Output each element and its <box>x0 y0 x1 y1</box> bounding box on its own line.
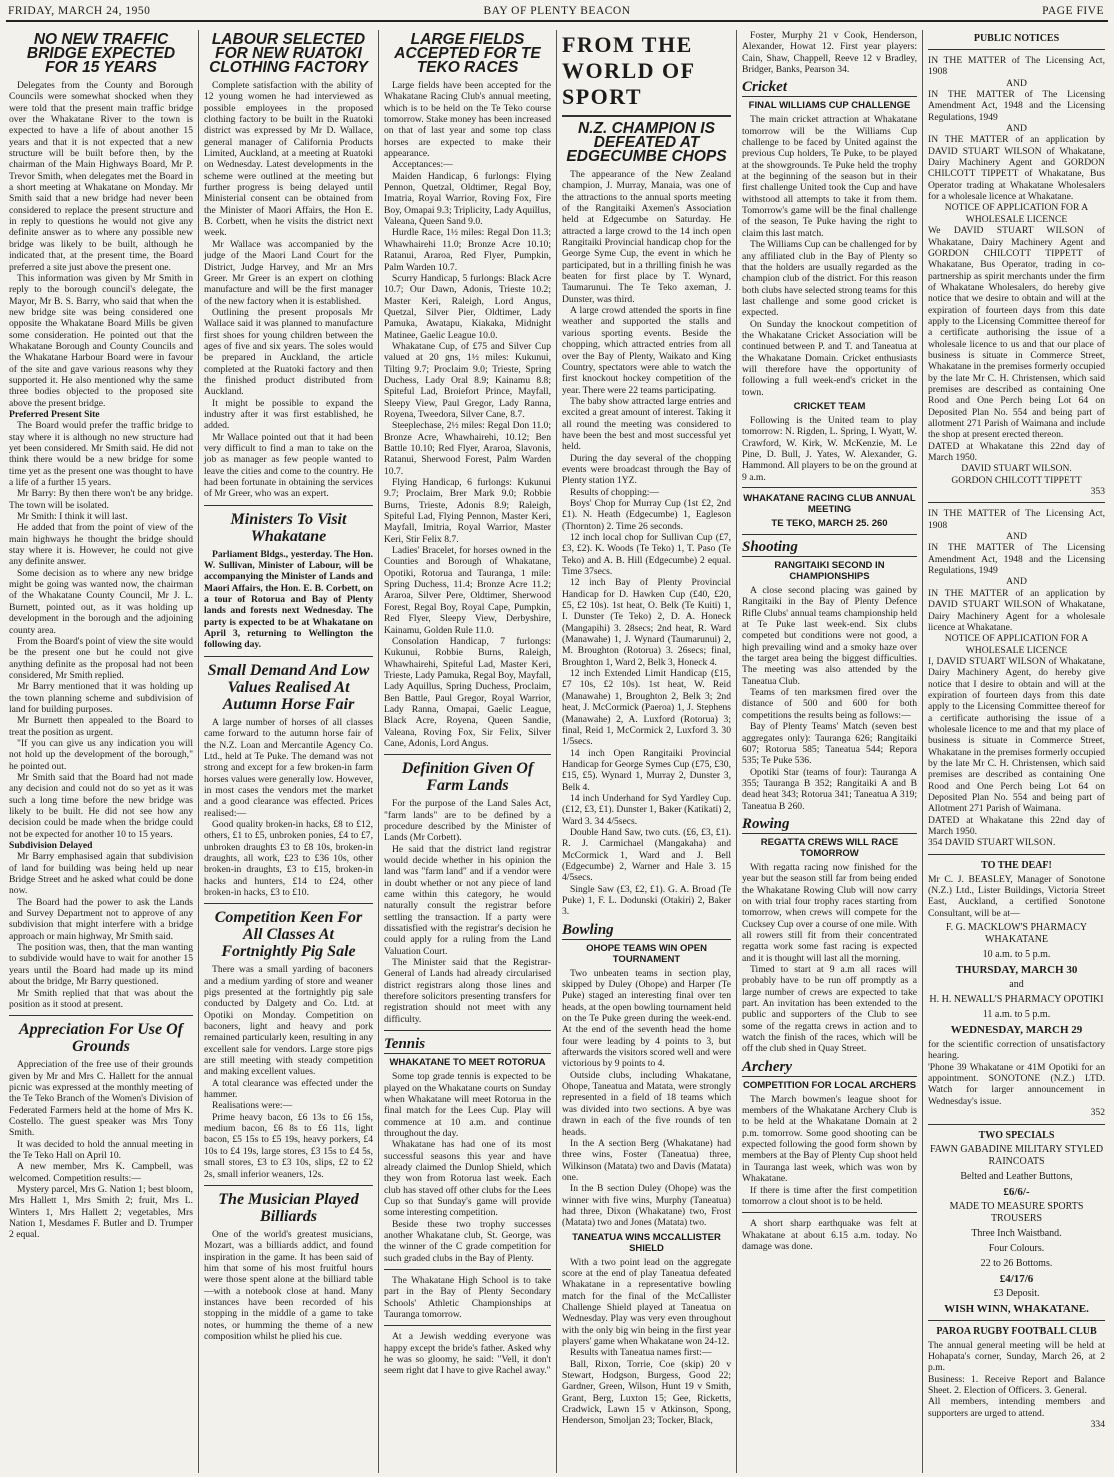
article-paragraph: Opotiki Star (teams of four): Tauranga A 355; Tauranga B 352; Rangitaiki A and B dead heat 343; Rotorua 341; Taneatua A 319; Taneatua B 260. <box>742 766 917 812</box>
subheading: CRICKET TEAM <box>793 400 866 412</box>
divider <box>562 115 731 117</box>
divider <box>204 656 373 657</box>
article-paragraph: The Whakatane High School is to take part in the Bay of Plenty Secondary Schools' Athletic Championships at Tauranga tomorrow. <box>384 1275 551 1321</box>
article-paragraph: "If you can give us any indication you will not hold up the development of the borough," he pointed out. <box>9 737 193 772</box>
advert-line: 10 a.m. to 5 p.m. <box>982 949 1051 961</box>
article-paragraph: From the Board's point of view the site would be the present one but he could not give anything definite as the proposal had not been considered, Mr Smith replied. <box>9 635 193 681</box>
headline-te-teko-races: LARGE FIELDS ACCEPTED FOR TE TEKO RACES <box>394 31 541 76</box>
advert-date: TE TEKO, MARCH 25. 260 <box>771 518 888 530</box>
article-paragraph: On Sunday the knockout competition of the Whakatane Cricket Association will be continued between P. and T. and Taneatua at the Whakatane Domain. Cricket enthusiasts will therefore have the opportunity of following a full week-end's cricket in the town. <box>742 318 917 398</box>
headline-traffic-bridge: NO NEW TRAFFIC BRIDGE EXPECTED FOR 15 YEARS <box>26 31 176 76</box>
article-paragraph: Mr Smith said that the Board had not made any decision and could not do so yet as it was such a long time before the new bridge was likely to be built. He did not see how any decision could be made when the bridge could not be expected for another 10 to 15 years. <box>9 771 193 840</box>
article-paragraph: It might be possible to expand the industry after it was first established, he added. <box>204 397 373 432</box>
article-paragraph: The Minister said that the Registrar-General of Lands had already circularised district registrars along those lines and therefore solicitors presenting transfers for registration should not meet with any difficulty. <box>384 957 551 1025</box>
section-bowling: Bowling <box>562 922 731 940</box>
article-paragraph: A short sharp earthquake was felt at Whakatane at about 6.15 a.m. today. No damage was done. <box>742 1218 917 1252</box>
notice-and: AND <box>1006 531 1027 543</box>
article-paragraph: Double Hand Saw, two cuts. (£6, £3, £1). R. J. Carmichael (Mangakaha) and McCormick 1, Ward and J. Bell (Edgecumbe) 2, Warner and Hale 3. 15 4/5secs. <box>562 826 731 884</box>
headline-appreciation: Appreciation For Use Of Grounds <box>19 1021 183 1056</box>
advert-line: and <box>1009 979 1024 991</box>
column-1 <box>4 30 198 1473</box>
advert-price: £4/17/6 <box>999 1272 1034 1285</box>
article-paragraph: Steeplechase, 2½ miles: Regal Don 11.0; Bronze Acre, Whawhairehi, 10.12; Ben Battle 10.10; Red Flyer, Araroa, Slavonis, Ratanui, Sherwood Forest, Palm Warden 10.7. <box>384 420 551 477</box>
divider <box>204 505 373 506</box>
advert-line: 22 to 26 Bottoms. <box>980 1257 1053 1269</box>
article-paragraph: Whakatane has had one of its most successful seasons this year and have already claimed the Dunlop Shield, which they won from Rotorua last week. Each club has staved off other clubs for the Lees Cup so that Sunday's game will provide some interesting competition. <box>384 1139 551 1219</box>
section-archery: Archery <box>742 1059 917 1077</box>
article-paragraph: Maiden Handicap, 6 furlongs: Flying Pennon, Quetzal, Oldtimer, Regal Boy, Imatria, Royal Warrior, Roving Fox, Fire Boy, Omapai 9.3; Triplicity, Lady Aquillus, Valeana, Queen Sand 9.0. <box>384 170 551 228</box>
advert-line: MADE TO MEASURE SPORTS TROUSERS <box>949 1200 1084 1224</box>
headline-ministers-visit: Ministers To Visit Whakatane <box>230 510 347 545</box>
notice-and: AND <box>1006 77 1027 89</box>
divider <box>9 1015 193 1016</box>
rugby-club-heading: PAROA RUGBY FOOTBALL CLUB <box>936 1325 1097 1337</box>
article-paragraph: Teams of ten marksmen fired over the distance of 500 and 600 for both competitions the results being as follows:— <box>742 687 917 721</box>
notice-text: DATED at Whakatane this 22nd day of March 1950. <box>928 440 1105 464</box>
notice-text: IN THE MATTER of The Licensing Amendment Act, 1948 and the Licensing Regulations, 1949 <box>928 542 1105 577</box>
article-paragraph: Outside clubs, including Whakatane, Ohope, Taneatua and Matata, were strongly represented in a field of 18 teams which was divided into two sections. A bye was drawn in each of the five rounds of ten heads. <box>562 1069 731 1138</box>
article-paragraph: 12 inch local chop for Sullivan Cup (£7, £3, £2). K. Woods (Te Teko) 1, T. Paso (Te Teko) and A. B. Hill (Edgecumbe) 2 equal. Time 37secs. <box>562 532 731 578</box>
article-paragraph: Mystery parcel, Mrs G. Nation 1; best bloom, Mrs Hallett 1, Mrs Smith 2; fruit, Mrs L. Winters 1, Mrs Hallett 2; vegetables, Mrs Nation 1, Mesdames F. Butler and D. Trumper 2 equal. <box>9 1183 193 1241</box>
notice-signature: 354 DAVID STUART WILSON. <box>928 837 1056 849</box>
notice-signature: GORDON CHILCOTT TIPPETT <box>951 474 1082 486</box>
public-notices-heading: PUBLIC NOTICES <box>973 33 1060 44</box>
specials-heading: TWO SPECIALS <box>978 1129 1055 1141</box>
divider <box>742 1212 917 1213</box>
subheading: WHAKATANE TO MEET ROTORUA <box>389 1057 546 1069</box>
article-paragraph: A total clearance was effected under the hammer. <box>204 1077 373 1101</box>
headline-farm-lands: Definition Given Of Farm Lands <box>401 760 534 795</box>
section-tennis: Tennis <box>384 1036 551 1054</box>
article-paragraph: The Board had the power to ask the Lands and Survey Department not to approve of any subdivision that might interfere with a bridge approach or main highway, Mr Smith said. <box>9 896 193 942</box>
notice-text: IN THE MATTER of an application by DAVID STUART WILSON of Whakatane, Dairy Machinery Agent for a wholesale licence at Whakatane. <box>928 587 1105 633</box>
article-paragraph: This information was given by Mr Smith in reply to the borough council's delegate, the Mayor, Mr B. S. Barry, who said that when the new bridge site was being considered one opposite the Whakatane Board Mills be given some consideration. He pointed out that the Whakatane Borough and County Councils and the Whakatane Harbour Board were in favour of the site and gave various reasons why they supported it. He also mentioned why the same three bodies objected to the proposed site above the present bridge. <box>9 272 193 409</box>
article-paragraph: The position was, then, that the man wanting to subdivide would have to wait for another 15 years until the Board had made up its mind about the bridge, Mr Barry questioned. <box>9 942 193 988</box>
article-paragraph: He said that the district land registrar would decide whether in his opinion the land was "farm land" and if a vendor were in doubt whether or not any piece of land came within this category, he would naturally consult the registrar before settling the transaction. If a party were dissatisfied with the registrar's decision he could apply for a ruling from the Land Valuation Court. <box>384 843 551 957</box>
divider <box>384 1325 551 1326</box>
article-paragraph: The appearance of the New Zealand champion, J. Murray, Manaia, was one of the attractions to the annual sports meeting of the Rangitaiki Axemen's Association held at Edgecumbe on Saturday. He attracted a large crowd to the 14 inch open Rangitaiki Provincial handicap chop for the George Syme Cup, the event in which he participated, but in a thrilling finish he was beaten for first place by T. Wynard, Taumarunui. The Te Teko axeman, J. Dunster, was third. <box>562 169 731 305</box>
section-cricket: Cricket <box>742 79 917 97</box>
divider <box>204 1185 373 1186</box>
article-paragraph: Mr Burnett then appealed to the Board to treat the position as urgent. <box>9 715 193 738</box>
article-paragraph: In the A section Berg (Whakatane) had three wins, Foster (Taneatua) three, Wilkinson (Matata) two and Davis (Matata) one. <box>562 1137 731 1183</box>
divider <box>928 502 1105 503</box>
article-paragraph: Mr Smith replied that that was about the position as it stood at present. <box>9 987 193 1010</box>
article-paragraph: Scurry Handicap, 5 furlongs: Black Acre 10.7; Our Dawn, Adonis, Trieste 10.2; Master Keri, Raleigh, Lord Angus, Quetzal, Silver Pier, Oldtimer, Lady Pamuka, Awatapu, Kiakaka, Midnight Matinee, Gaelic League 10.0. <box>384 272 551 341</box>
advert-line: Belted and Leather Buttons, <box>960 1170 1073 1182</box>
headline-edgecumbe-chops: N.Z. CHAMPION IS DEFEATED AT EDGECUMBE CHOPS <box>566 120 727 165</box>
article-paragraph: With a two point lead on the aggregate score at the end of play Taneatua defeated Whakatane in a representative bowling match for the final of the McCallister Challenge Shield played at Taneatua on Wednesday. Play was very even throughout with the only big win being in the first year players' game when Whakatane won 24-12. <box>562 1256 731 1347</box>
article-paragraph: One of the world's greatest musicians, Mozart, was a billiards addict, and found inspiration in the game. It has been said of him that some of his most fruitful hours were those spent alone at the billiard table—with a notebook close at hand. Many instances have been recorded of his stopping in the middle of a game to take notes, or humming the theme of a new composition whilst he plied his cue. <box>204 1228 373 1342</box>
article-paragraph: Mr Wallace pointed out that it had been very difficult to find a man to take on the job as manager as few people wanted to leave the cities and come to the country. He had been fortunate in obtaining the services of Mr Greer, who was an expert. <box>204 431 373 500</box>
article-paragraph: Mr Wallace was accompanied by the judge of the Maori Land Court for the District, Judge Harvey, and Mr an Mrs Greer. Mr Greer is an expert on clothing manufacture and will be the first manager of the new factory when it is established. <box>204 238 373 307</box>
divider <box>384 1269 551 1270</box>
notice-text: IN THE MATTER of The Licensing Amendment Act, 1948 and the Licensing Regulations, 1949 <box>928 89 1105 123</box>
article-paragraph: Appreciation of the free use of their grounds given by Mr and Mrs C. Hallett for the annual picnic was expressed at the monthly meeting of the Te Teko Branch of the Women's Division of Federated Farmers held at the home of Mrs K. Costello. The guest speaker was Mrs Tony Smith. <box>9 1059 193 1139</box>
article-paragraph: Acceptances:— <box>392 159 453 171</box>
article-paragraph: During the day several of the chopping events were broadcast through the Bay of Plenty station 1YZ. <box>562 452 731 487</box>
article-paragraph: With regatta racing now finished for the year but the season still far from being ended the Whakatane Rowing Club will now carry on with trial four trophy races starting from tomorrow, when crews will compete for the Cucksey Cup over a course of one mile. With all rowers still fit from their concentrated regatta work some fast racing is expected and it is thought will last all the morning. <box>742 861 917 964</box>
divider <box>928 854 1105 855</box>
advert-price: £6/6/- <box>1003 1185 1030 1198</box>
article-paragraph: The Williams Cup can be challenged for by any affiliated club in the Bay of Plenty so that the holders are usually regarded as the champion club of the district. For this reason both clubs have selected strong teams for this last challenge and some good cricket is expected. <box>742 239 918 319</box>
subheading: REGATTA CREWS WILL RACE TOMORROW <box>760 836 899 859</box>
article-paragraph: Prime heavy bacon, £6 13s to £6 15s, medium bacon, £6 8s to £6 11s, light bacon, £5 15s to £5 19s, heavy porkers, £4 10s to £4 19s, large stores, £3 15s to £4 5s, small stores, £3 to £3 10s, slips, £2 to £2 2s, small inferior weaners, 12s. <box>204 1111 373 1180</box>
article-paragraph: Ball, Rixon, Torrie, Coe (skip) 20 v Stewart, Hodgson, Burgess, Good 22; Gardner, Green, Wilson, Hunt 19 v Smith, Grant, Berg, Luxton 15; Gee, Ricketts, Cradwick, Lawn 15 v Atkinson, Spong, Henderson, Smoljan 23; Tocker, Black, <box>562 1358 731 1427</box>
sport-section-banner: FROM THE WORLD OF SPORT <box>562 32 695 109</box>
article-paragraph: A new member, Mrs K. Campbell, was welcomed. Competition results:— <box>9 1161 193 1184</box>
article-paragraph: Following is the United team to play tomorrow: N. Rigden, L. Spring, I. Wyatt, W. Crawford, W. Kirk, W. McKenzie, M. Le Pine, D. Bull, J. Yates, W. Alexander, G. Hammond. All players to be on the ground at 9 a.m. <box>742 414 917 483</box>
article-paragraph: Mr Barry mentioned that it was holding up the town planning scheme and subdivision of land for building purposes. <box>9 681 193 715</box>
newspaper-title: BAY OF PLENTY BEACON <box>483 5 631 17</box>
article-paragraph: Consolation Handicap, 7 furlongs: Kukunui, Robbie Burns, Raleigh, Whawhairehi, Spiteful Lad, Master Keri, Trieste, Lady Pamuka, Regal Boy, Mayfall, Lady Aquillus, Spring Duchess, Proclaim, Ben Battle, Paul Gregor, Royal Warrior, Lady Ranna, Omapai, Gaelic League, Black Acre, Royena, Queen Sandie, Valeana, Roving Fox, Sir Felix, Silver Cane, Adonis, Lord Angus. <box>384 635 551 749</box>
article-paragraph: Beside these two trophy successes another Whakatane club, St. George, was the winner of the C grade competition for such graded clubs in the Bay of Plenty. <box>384 1218 551 1264</box>
article-paragraph: Foster, Murphy 21 v Cook, Henderson, Alexander, Howat 12. First year players: Cain, Shaw, Chappell, Reeve 12 v Bradley, Bridger, Banks, Pearson 34. <box>742 30 917 76</box>
article-paragraph: Whakatane Cup, of £75 and Silver Cup valued at 20 gns, 1½ miles: Kukunui, Tilting 9.7; Proclaim 9.0; Trieste, Spring Duchess, Lady Oral 8.9; Kainamu 8.8; Spiteful Lad, Broiefort Prince, Mayfall, Sleepy View, Paul Gregor, Lady Ranna, Royena, Tweedora, Silver Cane, 8.7. <box>384 340 551 420</box>
column-5 <box>736 30 922 1473</box>
article-paragraph: Good quality broken-in hacks, £8 to £12, others, £1 to £5, unbroken ponies, £4 to £7, unbroken draughts £3 to £8 10s, broken-in draughts, all work, £23 to £36 10s, other broken-in draughts, £3 to £15, broken-in hacks and hunters, £14 to £24, other broken-in hacks, £3 to £10. <box>204 818 373 898</box>
advert-title: WHAKATANE RACING CLUB ANNUAL MEETING <box>743 493 916 516</box>
article-paragraph: Mr Barry: By then there won't be any bridge. The town will be isolated. <box>9 488 193 511</box>
column-4 <box>556 30 736 1473</box>
column-6-public-notices <box>922 30 1110 1473</box>
advert-text: for the scientific correction of unsatisfactory hearing. <box>928 1039 1105 1062</box>
headline-pig-sale: Competition Keen For All Classes At Fortnightly Pig Sale <box>214 909 363 961</box>
notice-and: AND <box>1006 576 1027 588</box>
article-paragraph: Single Saw (£3, £2, £1). G. A. Broad (Te Puke) 1, F. L. Dodunski (Otakiri) 2, Baker 3. <box>562 883 731 918</box>
advert-text: Business: 1. Receive Report and Balance Sheet. 2. Election of Officers. 3. General. <box>928 1373 1105 1396</box>
page-number: PAGE FIVE <box>1042 5 1104 17</box>
article-paragraph: Mr Smith: I think it will last. <box>17 511 128 523</box>
advert-text: 'Phone 39 Whakatane or 41M Opotiki for an appointment. SONOTONE (N.Z.) LTD. Watch for larger announcement in Wednesday's issue. <box>928 1061 1105 1107</box>
divider <box>928 49 1105 50</box>
article-paragraph: 12 inch Bay of Plenty Provincial Handicap for D. Hawken Cup (£40, £20, £5, £2 10s). 1st heat, O. Belk (Te Kuiti) 1, I. Dunster (Te Teko) 2, D. A. Honeck (Mangapihi) 3. 28secs; 2nd heat, R. Ward (Manawahe) 1, J. Wynard (Taumarunui) 2, M. Broughton (Rotorua) 3. 26secs; final, Broughton 1, Ward 2, Belk 3, Honeck 4. <box>562 577 731 668</box>
section-shooting: Shooting <box>742 539 917 557</box>
notice-text: DATED at Whakatane this 22nd day of March 1950. <box>928 814 1105 838</box>
divider <box>384 754 551 755</box>
article-paragraph: Flying Handicap, 6 furlongs: Kukunui 9.7; Proclaim, Brer Mark 9.0; Robbie Burns, Trieste, Adonis 8.9; Raleigh, Spiteful Lad, Flying Pennon, Master Keri, Mayfall, Imitria, Royal Warrior, Master Keri, Stir Felix 8.7. <box>384 477 551 545</box>
article-paragraph: 12 inch Extended Limit Handicap (£15, £7 10s, £2 10s). 1st heat, W. Reid (Manawahe) 1, Broughton 2, Belk 3; 2nd heat, J. McCormick (Paeroa) 1, J. Stephens (Manawahe) 2, A. Luxford (Rotorua) 3; final, Reid 1, McCormick 2, Luxford 3. 30 1/5secs. <box>562 668 731 748</box>
boxed-notice: Parliament Bldgs., yesterday. The Hon. W. Sullivan, Minister of Labour, will be accompanying the Minister of Lands and Maori Affairs, the Hon. E. B. Corbett, on a tour of Rotorua and Bay of Plenty lands and forests next Wednesday. The party is expected to be at Whakatane on April 3, returning to Wellington the following day. <box>204 548 373 651</box>
article-paragraph: Realisations were:— <box>212 1100 293 1112</box>
article-paragraph: Ladies' Bracelet, for horses owned in the Counties and Borough of Whakatane, Opotiki, Rotorua and Tauranga, 1 mile: Spring Duchess, 11.4; Bronze Acre 11.2; Araroa, Silver Pere, Oldtimer, Sherwood Forest, Regal Boy, Royal Cape, Pumpkin, Red Flyer, Sleepy View, Derbyshire, Kainamu, Golden Rule 11.0. <box>384 545 551 636</box>
notice-signature: DAVID STUART WILSON. <box>961 463 1072 475</box>
subheading: RANGITAIKI SECOND IN CHAMPIONSHIPS <box>774 560 885 583</box>
article-paragraph: Large fields have been accepted for the Whakatane Racing Club's annual meeting, which is to be held on the Te Teko course tomorrow. Stake money has been increased on that of last year and some top class horses are expected to make their appearance. <box>384 80 551 160</box>
article-paragraph: Outlining the present proposals Mr Wallace said it was planned to manufacture first shoes for young children between the ages of five and six years. The soles would be prepared in Auckland, the article completed at the Ruatoki factory and then the finished product distributed from Auckland. <box>204 306 373 398</box>
advert-line: £3 Deposit. <box>993 1287 1040 1299</box>
article-paragraph: Complete satisfaction with the ability of 12 young women he had interviewed as possible employees in the proposed clothing factory to be built in the Ruatoki district was expressed by Mr D. Wallace, general manager of California Products Limited, Auckland, at a meeting at Ruatoki on Wednesday. Latest developments in the scheme were outlined at the meeting but further progress is being delayed until Ministerial consent can be obtained from the Minister of Maori Affairs, the Hon E. B. Corbett, when he visits the district next week. <box>204 80 373 239</box>
article-paragraph: Bay of Plenty Teams' Match (seven best aggregates only): Tauranga 626; Rangitaiki 607; Rotorua 585; Taneatua 544; Repora 535; Te Puke 536. <box>742 721 917 767</box>
headline-ruatoki-factory: LABOUR SELECTED FOR NEW RUATOKI CLOTHING FACTORY <box>209 31 368 76</box>
subheading: TANEATUA WINS MCCALLISTER SHIELD <box>572 1231 721 1254</box>
article-paragraph: For the purpose of the Land Sales Act, "farm lands" are to be defined by a procedure described by the Minister of Lands (Mr Corbett). <box>384 798 551 844</box>
article-paragraph: Boys' Chop for Murray Cup (1st £2, 2nd £1). N. Heath (Edgecumbe) 1, Eagleson (Thornton) 2. Time 26 seconds. <box>562 497 731 532</box>
notice-title: NOTICE OF APPLICATION FOR A WHOLESALE LICENCE <box>944 202 1089 225</box>
divider <box>928 1124 1105 1125</box>
article-paragraph: The Board would prefer the traffic bridge to stay where it is although no new structure had yet been considered. Mr Smith said. He did not think there would be a new bridge for some time yet as the present one was thought to have a life of a further 15 years. <box>9 420 193 489</box>
divider <box>928 1320 1105 1321</box>
article-paragraph: The March bowmen's league shoot for members of the Whakatane Archery Club is to be held at the Whakatane Domain at 2 p.m. tomorrow. Some good shooting can be expected following the good form shown by members at the Bay of Plenty Cup shoot held in Tauranga last week, which was won by Whakatane. <box>742 1093 917 1185</box>
advert-text: The annual general meeting will be held at Hohapata's corner, Sunday, March 26, at 2 p.m. <box>928 1339 1105 1374</box>
article-paragraph: Timed to start at 9 a.m all races will probably have to be run off promptly as a large number of crews are expected to take part. An invitation has been extended to the public and supporters of the Club to see some of the regatta crews in action and to watch the finish of the races, which will be off the club shed in Quay Street. <box>742 964 917 1055</box>
article-paragraph: Results of chopping:— <box>570 486 660 498</box>
racing-club-advert <box>742 487 917 535</box>
notice-text: IN THE MATTER of The Licensing Act, 1908 <box>928 508 1105 531</box>
notice-text: I, DAVID STUART WILSON of Whakatane, Dairy Machinery Agent, do hereby give notice that I desire to obtain and will at the expiration of fourteen days from this date apply to the Licensing Committee thereof for a certificate authorising the issue of a wholesale licence to me and that my place of business is situate in Commerce Street, Whakatane in the premises formerly occupied by the late Mr C. H. Christensen, which said premises are described as containing One Rood and One Perch being Lot 64 on Deposited Plan No. 554 and being part of Allotment 271 Parish of Waimana. <box>928 655 1105 815</box>
article-paragraph: The main cricket attraction at Whakatane tomorrow will be the Williams Cup challenge to be faced by United against the previous Cup holders, Te Puke, to be played at the showgrounds. Te Puke held the trophy at the beginning of the season but in their first challenge United took the Cup and have withstood all attempts to take it from them. Tomorrow's game will be the final challenge of the season, Te Puke having the right to claim this last match. <box>742 114 917 239</box>
article-paragraph: The baby show attracted large entries and excited a great amount of interest. Taking it all round the meeting was considered to have been the best and most successful yet held. <box>562 395 731 453</box>
headline-musician-billiards: The Musician Played Billiards <box>218 1190 359 1225</box>
advert-number: 352 <box>1090 1107 1105 1119</box>
article-paragraph: 14 inch Open Rangitaiki Provincial Handicap for George Symes Cup (£75, £30, £15, £5). Wynard 1, Murray 2, Dunster 3, Belk 4. <box>562 747 731 793</box>
divider <box>204 903 373 904</box>
article-paragraph: Mr Barry emphasised again that subdivision of land for building was being held up near Bridge Street and he asked what could be done now. <box>9 851 193 897</box>
article-paragraph: A large number of horses of all classes came forward to the autumn horse fair of the N.Z. Loan and Mercantile Agency Co. Ltd., held at Te Puke. The demand was not strong and except for a few broken-in farm horses values were generally low. However, in most cases the vendors met the market and a good clearance was effected. Prices realised:— <box>204 716 373 819</box>
article-paragraph: 14 inch Underhand for Syd Yardley Cup. (£12, £3, £1). Dunster 1, Baker (Katikati) 2, Ward 3. 34 4/5secs. <box>562 792 731 827</box>
advert-line: FAWN GABADINE MILITARY STYLED RAINCOATS <box>929 1143 1104 1167</box>
notice-number: 353 <box>1090 486 1105 498</box>
advert-line: F. G. MACKLOW'S PHARMACY WHAKATANE <box>945 922 1088 946</box>
article-paragraph: Some top grade tennis is expected to be played on the Whakatane courts on Sunday when Whakatane will meet Rotorua in the final match for the Lees Cup. Play will commence at 10 a.m. and continue throughout the day. <box>384 1071 551 1139</box>
article-paragraph: Delegates from the County and Borough Councils were somewhat shocked when they were told that the present main traffic bridge over the Whakatane River to the town is expected to have a life of about another 15 years and that it is not expected that a new structure will be built before then, by the chairman of the Main Highways Board, Mr P. Trevor Smith, when delegates met the Board in a short meeting at Whakatane on Monday. Mr Smith said that a new bridge had never been considered to replace the present structure and in reply to questions he would not give any definite answer as to where any possible new bridge was likely to be built, although he indicated that, at the present time, the Board preferred a site just above the present one. <box>9 80 193 273</box>
notice-text: IN THE MATTER of an application by DAVID STUART WILSON of Whakatane, Dairy Machinery Agent and GORDON CHILCOTT TIPPETT of Whakatane, Bus Operator trading at Whakatane Wholesalers for a wholesale licence at Whakatane. <box>928 134 1105 203</box>
article-paragraph: Some decision as to where any new bridge might be going was wanted now, the chairman of the Whakatane County Council, Mr J. L. Burnett, pointed out, as it was holding up development in the borough and the adjoining county area. <box>9 567 193 636</box>
column-3 <box>378 30 556 1473</box>
issue-date: FRIDAY, MARCH 24, 1950 <box>8 5 151 17</box>
advert-line: WISH WINN, WHAKATANE. <box>944 1302 1089 1315</box>
advert-line: Three Inch Waistband. <box>971 1227 1062 1239</box>
subheading: OHOPE TEAMS WIN OPEN TOURNAMENT <box>586 942 707 965</box>
article-paragraph: A close second placing was gained by Rangitaiki in the Bay of Plenty Defence Rifle Clubs' annual teams championship held at Te Puke last week-end. Six clubs competed but conditions were not good, a high prevailing wind and a smoky haze over the target area being the biggest difficulties. The meeting was also attended by the Taneatua Club. <box>742 585 917 687</box>
article-paragraph: There was a small yarding of baconers and a medium yarding of store and weaner pigs presented at the fortnightly pig sale conducted by Dalgety and Co. Ltd. at Opotiki on Monday. Competition on baconers, light and heavy and pork remained particularly keen, resulting in any excellent sale for vendors. Large store pigs are still meeting with steady competition and making excellent values. <box>204 964 373 1078</box>
advert-line: Four Colours. <box>988 1242 1045 1254</box>
advert-text: Mr C. J. BEASLEY, Manager of Sonotone (N.Z.) Ltd., Lister Buildings, Victoria Street East, Auckland, a certified Sonotone Consultant, will be at— <box>928 873 1105 919</box>
advert-line: THURSDAY, MARCH 30 <box>955 964 1078 977</box>
subheading: FINAL WILLIAMS CUP CHALLENGE <box>748 100 911 112</box>
notice-and: AND <box>1006 123 1027 135</box>
article-paragraph: In the B section Duley (Ohope) was the winner with five wins, Murphy (Taneatua) had three, Dixon (Whakatane) two, Frost (Matata) two and Jones (Matata) two. <box>562 1183 731 1229</box>
article-paragraph: Results with Taneatua names first:— <box>570 1347 712 1359</box>
section-rowing: Rowing <box>742 816 917 834</box>
advert-line: 11 a.m. to 5 p.m. <box>982 1009 1051 1021</box>
subheading: Subdivision Delayed <box>9 840 93 852</box>
subheading: COMPETITION FOR LOCAL ARCHERS <box>742 1079 917 1091</box>
advert-number: 260 <box>871 518 888 530</box>
advert-text: All members, intending members and supporters are urged to attend. <box>928 1396 1105 1419</box>
deaf-advert-heading: TO THE DEAF! <box>981 859 1052 871</box>
article-paragraph: Two unbeaten teams in section play, skipped by Duley (Ohope) and Harper (Te Puke) staged an interesting final over ten heads, at the open bowling tournament held on the Te Puke green during the week-end. At the end of the seventh head the home four were leading by 4 points to 3, but afterwards the visitors scored well and were victorious by 9 points to 4. <box>562 967 731 1070</box>
divider <box>384 1030 551 1031</box>
article-paragraph: At a Jewish wedding everyone was happy except the bride's father. Asked why he was so gloomy, he said: "Vell, it don't seem right dat I have to give Rachel away." <box>384 1331 551 1377</box>
article-paragraph: It was decided to hold the annual meeting in the Te Teko Hall on April 10. <box>9 1138 193 1161</box>
advert-number: 334 <box>1090 1418 1105 1430</box>
notice-text: IN THE MATTER of The Licensing Act, 1908 <box>928 55 1105 78</box>
column-2 <box>198 30 378 1473</box>
article-paragraph: If there is time after the first competition tomorrow a clout shoot is to be held. <box>742 1184 917 1207</box>
masthead <box>6 2 1108 22</box>
headline-horse-fair: Small Demand And Low Values Realised At Autumn Horse Fair <box>207 661 370 713</box>
notice-text: We DAVID STUART WILSON of Whakatane, Dairy Machinery Agent and GORDON CHILCOTT TIPPETT of Whakatane, Bus Operator, trading in co-partnership as spirit merchants under the firm of Whakatane Wholesalers, do hereby give notice that we desire to obtain and will at the expiration of fourteen days from this date apply to the Licensing Committee thereof for a certificate authorising the issue of a wholesale licence to us and that our place of business is situate in Commerce Street, Whakatane in the premises formerly occupied by the late Mr C. H. Christensen, which said premises are described as containing One Rood and One Perch being Lot 64 on Deposited Plan No. 554 and being part of allotment 271 Parish of Waimana and include the shop at present erected thereon. <box>928 225 1105 441</box>
article-paragraph: He added that from the point of view of the main highways he thought the bridge should stay where it is. However, he could not give any definite answer. <box>9 522 193 568</box>
advert-line: H. H. NEWALL'S PHARMACY OPOTIKI <box>929 994 1104 1006</box>
notice-title: NOTICE OF APPLICATION FOR A WHOLESALE LICENCE <box>944 633 1089 656</box>
advert-line: WEDNESDAY, MARCH 29 <box>950 1024 1083 1037</box>
article-paragraph: A large crowd attended the sports in fine weather and supported the stalls and various sporting events. Beside the chopping, which attracted entries from all over the Bay of Plenty, Waikato and King Country, spectators were able to watch the first knockout hockey competition of the year. There were 22 teams participating. <box>562 305 731 396</box>
article-paragraph: Hurdle Race, 1½ miles: Regal Don 11.3; Whawhairehi 11.0; Bronze Acre 10.10; Ratanui, Araroa, Red Flyer, Pumpkin, Palm Warden 10.7. <box>384 227 551 273</box>
subheading: Preferred Present Site <box>9 408 100 420</box>
